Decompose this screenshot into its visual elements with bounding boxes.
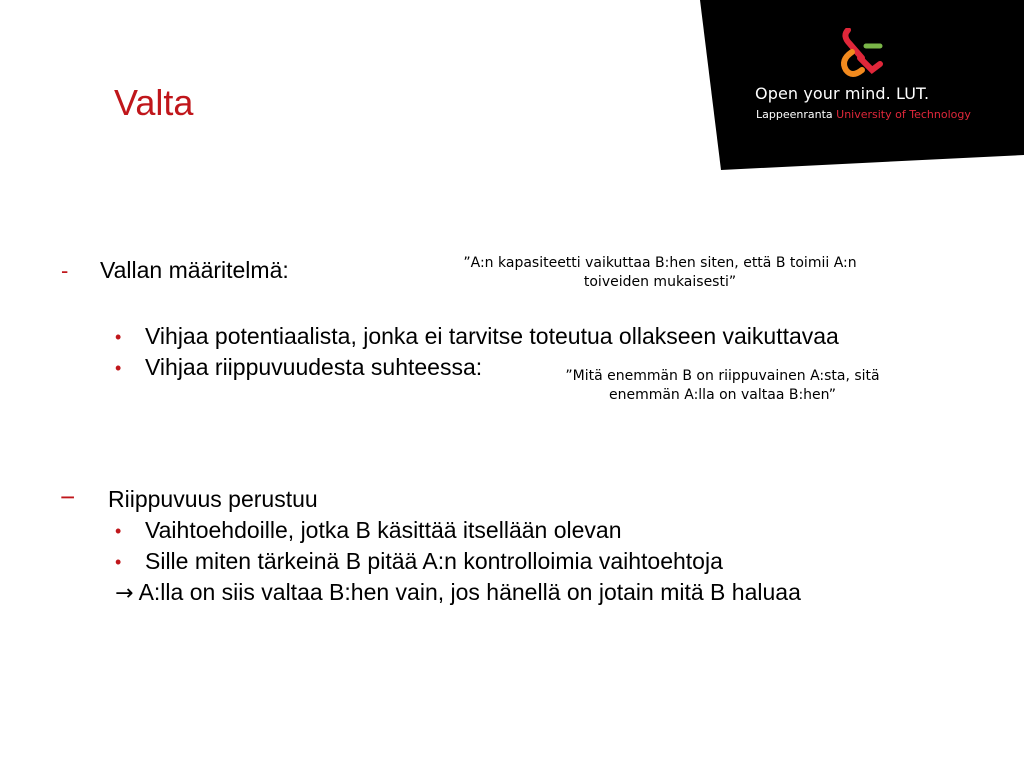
logo-subtitle-accent: University of Technology (836, 108, 971, 121)
conclusion-text: A:lla on siis valtaa B:hen vain, jos hänellä on jotain mitä B haluaa (138, 579, 801, 605)
bullet-icon: • (115, 358, 122, 378)
section2-marker: − (60, 482, 76, 512)
bullet-icon: • (115, 521, 122, 541)
arrow-right-icon: → (115, 581, 134, 606)
section1-bullet-1: Vihjaa potentiaalista, jonka ei tarvitse toteutua ollakseen vaikuttavaa (145, 323, 839, 349)
definition-quote: ”A:n kapasiteetti vaikuttaa B:hen siten, että B toimii A:n toiveiden mukaisesti” (463, 255, 857, 290)
section1-bullet-2: Vihjaa riippuvuudesta suhteessa: (145, 354, 483, 380)
section2-bullet-1: Vaihtoehdoille, jotka B käsittää itsellään olevan (145, 517, 622, 543)
section2-bullet-2: Sille miten tärkeinä B pitää A:n kontrolloimia vaihtoehtoja (145, 548, 723, 574)
bullet-icon: • (115, 327, 122, 347)
section1-marker: - (61, 258, 69, 283)
section1-heading: Vallan määritelmä: (100, 257, 289, 283)
slide-title: Valta (114, 82, 194, 123)
section2-heading: Riippuvuus perustuu (108, 486, 318, 512)
bullet-icon: • (115, 552, 122, 572)
logo-subtitle (756, 108, 971, 121)
dependency-quote: ”Mitä enemmän B on riippuvainen A:sta, sitä enemmän A:lla on valtaa B:hen” (565, 368, 880, 403)
ampersand-logo-icon (838, 28, 888, 80)
conclusion-line (115, 579, 801, 606)
logo-subtitle-prefix: Lappeenranta (756, 108, 837, 121)
logo-tagline: Open your mind. LUT. (755, 84, 930, 103)
